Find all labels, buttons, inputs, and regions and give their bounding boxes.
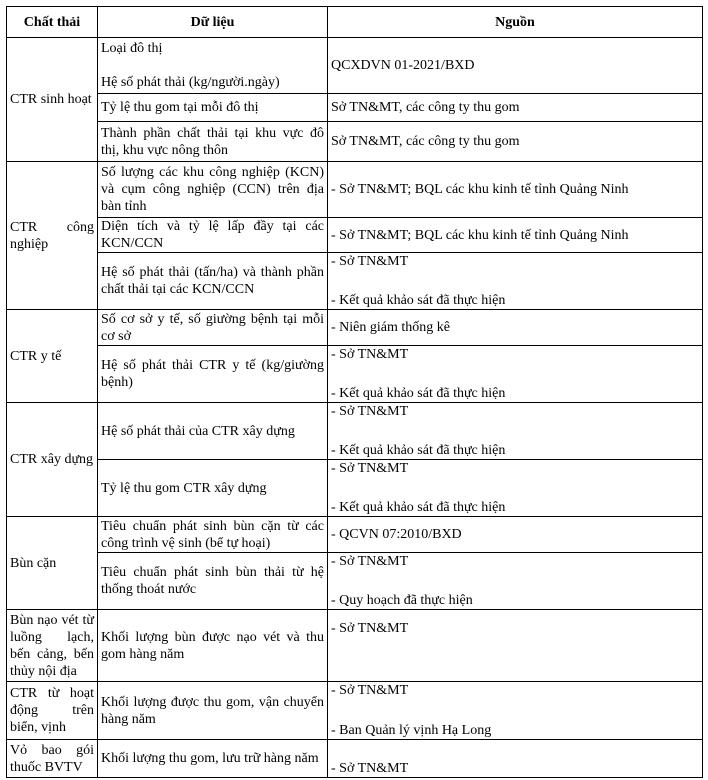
table-row <box>7 740 703 778</box>
source-cell <box>328 253 703 310</box>
source-cell <box>328 460 703 517</box>
data-cell: Khối lượng được thu gom, vận chuyển hàng năm <box>98 682 328 740</box>
waste-type-cell: CTR công nghiệp <box>7 162 98 310</box>
source-line: - Sở TN&MT <box>331 554 409 569</box>
data-cell: Thành phần chất thải tại khu vực đô thị, khu vực nông thôn <box>98 122 328 162</box>
source-line: - Kết quả khảo sát đã thực hiện <box>331 386 506 401</box>
table-row <box>7 553 703 610</box>
header-waste: Chất thải <box>7 7 98 38</box>
source-line: - Kết quả khảo sát đã thực hiện <box>331 500 506 515</box>
source-cell: - Sở TN&MT; BQL các khu kinh tế tỉnh Quảng Ninh <box>328 162 703 218</box>
header-data: Dữ liệu <box>98 7 328 38</box>
table-row <box>7 162 703 218</box>
waste-type-cell: Bùn cặn <box>7 517 98 610</box>
table-row <box>7 682 703 740</box>
data-cell: Diện tích và tỷ lệ lấp đầy tại các KCN/CCN <box>98 218 328 253</box>
source-cell: - QCVN 07:2010/BXD <box>328 517 703 553</box>
table-row <box>7 610 703 682</box>
data-cell: Hệ số phát thải CTR y tế (kg/giường bệnh) <box>98 346 328 403</box>
source-line: - Sở TN&MT <box>331 761 409 776</box>
waste-type-cell: CTR xây dựng <box>7 403 98 517</box>
source-line: - Sở TN&MT <box>331 621 409 636</box>
waste-type-cell: Bùn nạo vét từ luồng lạch, bến cảng, bến thủy nội địa <box>7 610 98 682</box>
data-cell: Tỷ lệ thu gom CTR xây dựng <box>98 460 328 517</box>
source-line: - Sở TN&MT <box>331 461 409 476</box>
source-cell: - Niên giám thống kê <box>328 310 703 346</box>
source-line: - Kết quả khảo sát đã thực hiện <box>331 293 506 308</box>
source-cell <box>328 610 703 682</box>
source-cell <box>328 346 703 403</box>
waste-type-cell: CTR y tế <box>7 310 98 403</box>
source-cell <box>328 682 703 740</box>
table-row <box>7 346 703 403</box>
table-row <box>7 218 703 253</box>
data-cell: Số cơ sở y tế, số giường bệnh tại mỗi cơ sở <box>98 310 328 346</box>
source-cell: - Sở TN&MT; BQL các khu kinh tế tỉnh Quảng Ninh <box>328 218 703 253</box>
source-cell: QCXDVN 01-2021/BXD <box>328 38 703 94</box>
source-line: - Sở TN&MT <box>331 404 409 419</box>
source-cell <box>328 740 703 778</box>
table-row <box>7 403 703 460</box>
header-source: Nguồn <box>328 7 703 38</box>
data-cell: Khối lượng thu gom, lưu trữ hàng năm <box>98 740 328 778</box>
source-line: - Sở TN&MT <box>331 347 409 362</box>
data-sources-table <box>6 6 703 778</box>
source-line: - Sở TN&MT <box>331 683 409 698</box>
waste-type-cell: Vỏ bao gói thuốc BVTV <box>7 740 98 778</box>
table-row <box>7 517 703 553</box>
table-row <box>7 38 703 94</box>
table-row <box>7 122 703 162</box>
data-cell: Tiêu chuẩn phát sinh bùn cặn từ các công trình vệ sinh (bể tự hoại) <box>98 517 328 553</box>
source-cell <box>328 403 703 460</box>
data-cell: Hệ số phát thải (tấn/ha) và thành phần chất thải tại các KCN/CCN <box>98 253 328 310</box>
data-cell: Hệ số phát thải của CTR xây dựng <box>98 403 328 460</box>
table-row <box>7 253 703 310</box>
header-row <box>7 7 703 38</box>
source-line: - Quy hoạch đã thực hiện <box>331 593 473 608</box>
source-cell: Sở TN&MT, các công ty thu gom <box>328 94 703 122</box>
data-cell: Tiêu chuẩn phát sinh bùn thải từ hệ thống thoát nước <box>98 553 328 610</box>
table-row <box>7 94 703 122</box>
source-line: - Sở TN&MT <box>331 254 409 269</box>
data-cell: Tỷ lệ thu gom tại mỗi đô thị <box>98 94 328 122</box>
waste-type-cell: CTR sinh hoạt <box>7 38 98 162</box>
source-line: - Kết quả khảo sát đã thực hiện <box>331 443 506 458</box>
data-cell: Khối lượng bùn được nạo vét và thu gom hàng năm <box>98 610 328 682</box>
source-cell <box>328 553 703 610</box>
data-cell: Loại đô thị Hệ số phát thải (kg/người.ngày) <box>98 38 328 94</box>
table-row <box>7 460 703 517</box>
waste-type-cell: CTR từ hoạt động trên biển, vịnh <box>7 682 98 740</box>
table-row <box>7 310 703 346</box>
source-line: - Ban Quản lý vịnh Hạ Long <box>331 723 492 738</box>
source-cell: Sở TN&MT, các công ty thu gom <box>328 122 703 162</box>
data-cell: Số lượng các khu công nghiệp (KCN) và cụm công nghiệp (CCN) trên địa bàn tỉnh <box>98 162 328 218</box>
